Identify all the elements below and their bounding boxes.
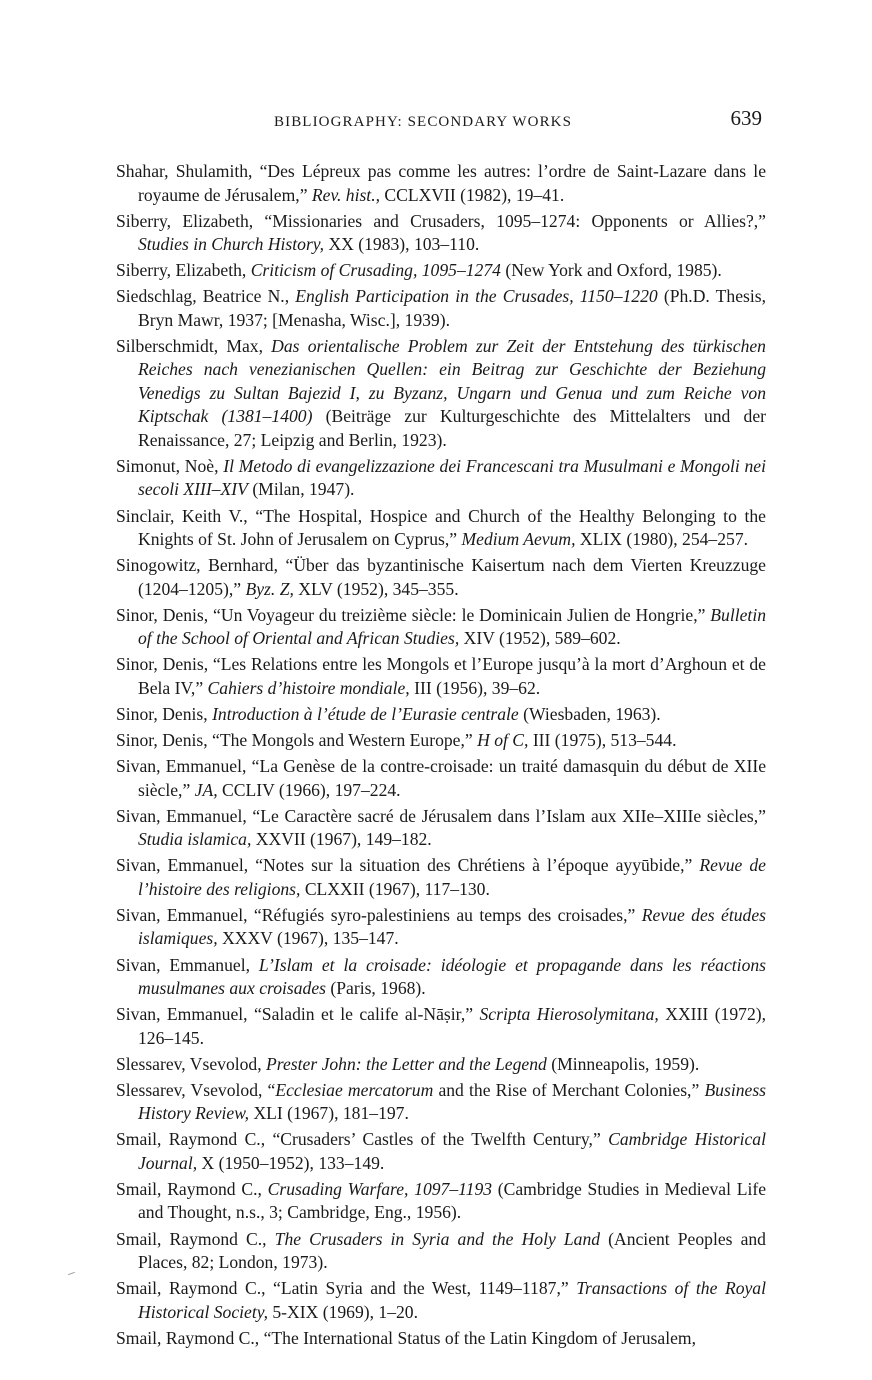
running-title: BIBLIOGRAPHY: SECONDARY WORKS — [274, 114, 573, 130]
bibliography-entry — [116, 805, 766, 852]
entry-text: Simonut, Noè, — [116, 455, 224, 476]
entry-title-italic: Prester John: the Letter and the Legend — [266, 1053, 547, 1074]
entry-text: Sinor, Denis, “Un Voyageur du treizième siècle: le Dominicain Julien de Hongrie,” — [116, 604, 711, 625]
entry-text: Smail, Raymond C., “Latin Syria and the West, 1149–1187,” — [116, 1278, 577, 1299]
bibliography-list — [116, 160, 766, 1353]
bibliography-entry — [116, 854, 766, 901]
entry-title-italic: Crusading Warfare, 1097–1193 — [267, 1178, 493, 1199]
entry-text: III (1956), 39–62. — [409, 677, 541, 698]
entry-title-italic: JA, — [194, 779, 218, 800]
bibliography-entry — [116, 1178, 766, 1225]
running-head — [116, 106, 766, 142]
entry-text: Sivan, Emmanuel, — [116, 954, 259, 975]
bibliography-entry — [116, 259, 766, 283]
entry-title-italic: Business History Review, — [138, 1079, 767, 1124]
entry-text: XLIX (1980), 254–257. — [575, 529, 749, 550]
entry-text: Sivan, Emmanuel, “Saladin et le calife al-Nāṣir,” — [116, 1004, 480, 1025]
bibliography-entry — [116, 505, 766, 552]
entry-title-italic: Das orientalische Problem zur Zeit der Entstehung des türkischen Reiches nach venezianischen Quellen: ein Beitrag zur Geschichte der Beziehung Venedigs zu Sultan Bajezid I, zu Byzanz, Ungarn und Genua und zum Reiche von Kiptschak (1381–1400) — [138, 335, 766, 427]
bibliography-entry — [116, 335, 766, 453]
entry-text: (Cambridge Studies in Medieval Life and Thought, n.s., 3; Cambridge, Eng., 1956). — [138, 1178, 767, 1223]
entry-text: (Wiesbaden, 1963). — [518, 703, 661, 724]
bibliography-entry — [116, 653, 766, 700]
bibliography-entry — [116, 755, 766, 802]
entry-text: Sinogowitz, Bernhard, “Über das byzantinische Kaisertum nach dem Vierten Kreuzzuge (1204–1205),” — [116, 555, 766, 599]
entry-title-italic: Bulletin of the School of Oriental and African Studies, — [138, 604, 766, 649]
entry-title-italic: Transactions of the Royal Historical Society, — [138, 1278, 766, 1322]
bibliography-entry — [116, 1003, 766, 1050]
bibliography-entry — [116, 210, 766, 257]
bibliography-entry — [116, 1079, 766, 1126]
bibliography-entry — [116, 554, 766, 601]
entry-text: (Minneapolis, 1959). — [546, 1053, 700, 1074]
entry-text: XLI (1967), 181–197. — [249, 1103, 409, 1124]
entry-text: Sivan, Emmanuel, “Notes sur la situation des Chrétiens à l’époque ayyūbide,” — [116, 855, 700, 876]
entry-text: 5-XIX (1969), 1–20. — [267, 1301, 418, 1322]
entry-text: X (1950–1952), 133–149. — [197, 1152, 385, 1173]
bibliography-entry — [116, 1128, 766, 1175]
entry-title-italic: Rev. hist., — [311, 184, 380, 205]
entry-text: Slessarev, Vsevolod, — [116, 1053, 267, 1074]
entry-text: Sinor, Denis, — [116, 703, 213, 724]
bibliography-entry — [116, 729, 766, 753]
entry-title-italic: Cambridge Historical Journal, — [138, 1129, 766, 1173]
entry-title-italic: Revue de l’histoire des religions, — [138, 855, 766, 899]
entry-title-italic: L’Islam et la croisade: idéologie et propagande dans les réactions musulmanes aux croisades — [138, 954, 767, 998]
entry-title-italic: Ecclesiae mercatorum — [275, 1079, 434, 1100]
bibliography-entry — [116, 160, 766, 207]
entry-text: XXIII (1972), 126–145. — [138, 1004, 767, 1048]
entry-text: (Ancient Peoples and Places, 82; London, 1973). — [138, 1228, 766, 1273]
entry-text: (New York and Oxford, 1985). — [500, 260, 722, 281]
bibliography-entry — [116, 703, 766, 727]
entry-title-italic: English Participation in the Crusades, 1150–1220 — [295, 286, 658, 307]
entry-title-italic: Cahiers d’histoire mondiale, — [207, 677, 410, 698]
entry-text: XXXV (1967), 135–147. — [217, 928, 399, 949]
bibliography-entry — [116, 604, 766, 651]
entry-text: Siberry, Elizabeth, — [116, 260, 251, 281]
entry-text: Smail, Raymond C., — [116, 1228, 275, 1249]
bibliography-entry — [116, 1228, 766, 1275]
entry-title-italic: Byz. Z, — [245, 578, 294, 599]
entry-text: CLXXII (1967), 117–130. — [300, 878, 490, 899]
entry-text: and the Rise of Merchant Colonies,” — [433, 1079, 705, 1100]
entry-title-italic: Il Metodo di evangelizzazione dei Francescani tra Musulmani e Mongoli nei secoli XIII–XIV — [138, 455, 766, 500]
bibliography-entry — [116, 1053, 766, 1077]
bibliography-entry — [116, 1277, 766, 1324]
entry-text: Siedschlag, Beatrice N., — [116, 286, 296, 307]
entry-text: Siberry, Elizabeth, “Missionaries and Crusaders, 1095–1274: Opponents or Allies?,” — [116, 210, 766, 231]
page-number: 639 — [730, 106, 762, 130]
entry-text: Sivan, Emmanuel, “La Genèse de la contre-croisade: un traité damasquin du début de XIIe siècle,” — [116, 756, 766, 800]
entry-text: Sinclair, Keith V., “The Hospital, Hospice and Church of the Healthy Belonging to the Knights of St. John of Jerusalem on Cyprus,” — [116, 505, 766, 550]
entry-title-italic: Revue des études islamiques, — [138, 904, 766, 949]
entry-text: XLV (1952), 345–355. — [293, 578, 459, 599]
entry-text: III (1975), 513–544. — [528, 730, 677, 751]
entry-text: (Milan, 1947). — [247, 479, 355, 500]
entry-text: (Ph.D. Thesis, Bryn Mawr, 1937; [Menasha, Wisc.], 1939). — [138, 286, 767, 330]
entry-title-italic: Introduction à l’étude de l’Eurasie centrale — [212, 703, 519, 724]
bibliography-entry — [116, 285, 766, 332]
entry-text: (Beiträge zur Kulturgeschichte des Mittelalters und der Renaissance, 27; Leipzig and Berlin, 1923). — [138, 406, 766, 450]
entry-text: XIV (1952), 589–602. — [459, 628, 621, 649]
entry-title-italic: Studies in Church History, — [138, 234, 325, 255]
entry-text: Slessarev, Vsevolod, “ — [116, 1079, 276, 1100]
scan-mark — [68, 1272, 75, 1275]
bibliography-entry — [116, 455, 766, 502]
entry-text: (Paris, 1968). — [325, 978, 426, 998]
entry-text: XX (1983), 103–110. — [324, 234, 480, 255]
entry-text: Sivan, Emmanuel, “Le Caractère sacré de Jérusalem dans l’Islam aux XIIe–XIIIe siècles,” — [116, 805, 766, 826]
bibliography-entry — [116, 954, 766, 1001]
bibliography-entry — [116, 1327, 766, 1351]
entry-text: Smail, Raymond C., “The International Status of the Latin Kingdom of Jerusalem, — [116, 1327, 696, 1348]
bibliography-entry — [116, 904, 766, 951]
entry-title-italic: The Crusaders in Syria and the Holy Land — [274, 1228, 601, 1249]
entry-text: Sinor, Denis, “The Mongols and Western Europe,” — [116, 730, 478, 751]
entry-title-italic: Criticism of Crusading, 1095–1274 — [250, 260, 501, 281]
entry-text: Silberschmidt, Max, — [116, 335, 272, 356]
entry-text: Sinor, Denis, “Les Relations entre les Mongols et l’Europe jusqu’à la mort d’Arghoun et de Bela IV,” — [116, 654, 766, 698]
entry-text: XXVII (1967), 149–182. — [251, 829, 432, 850]
entry-text: Smail, Raymond C., “Crusaders’ Castles of the Twelfth Century,” — [116, 1129, 609, 1150]
entry-text: CCLXVII (1982), 19–41. — [380, 184, 565, 205]
entry-text: Sivan, Emmanuel, “Réfugiés syro-palestiniens au temps des croisades,” — [116, 904, 642, 925]
entry-title-italic: Scripta Hierosolymitana, — [479, 1004, 659, 1025]
entry-text: Shahar, Shulamith, “Des Lépreux pas comme les autres: l’ordre de Saint-Lazare dans le royaume de Jérusalem,” — [116, 161, 766, 205]
entry-title-italic: Medium Aevum, — [461, 529, 576, 550]
entry-text: Smail, Raymond C., — [116, 1178, 268, 1199]
entry-title-italic: H of C, — [477, 730, 529, 751]
entry-title-italic: Studia islamica, — [138, 829, 252, 850]
entry-text: CCLIV (1966), 197–224. — [217, 779, 401, 800]
